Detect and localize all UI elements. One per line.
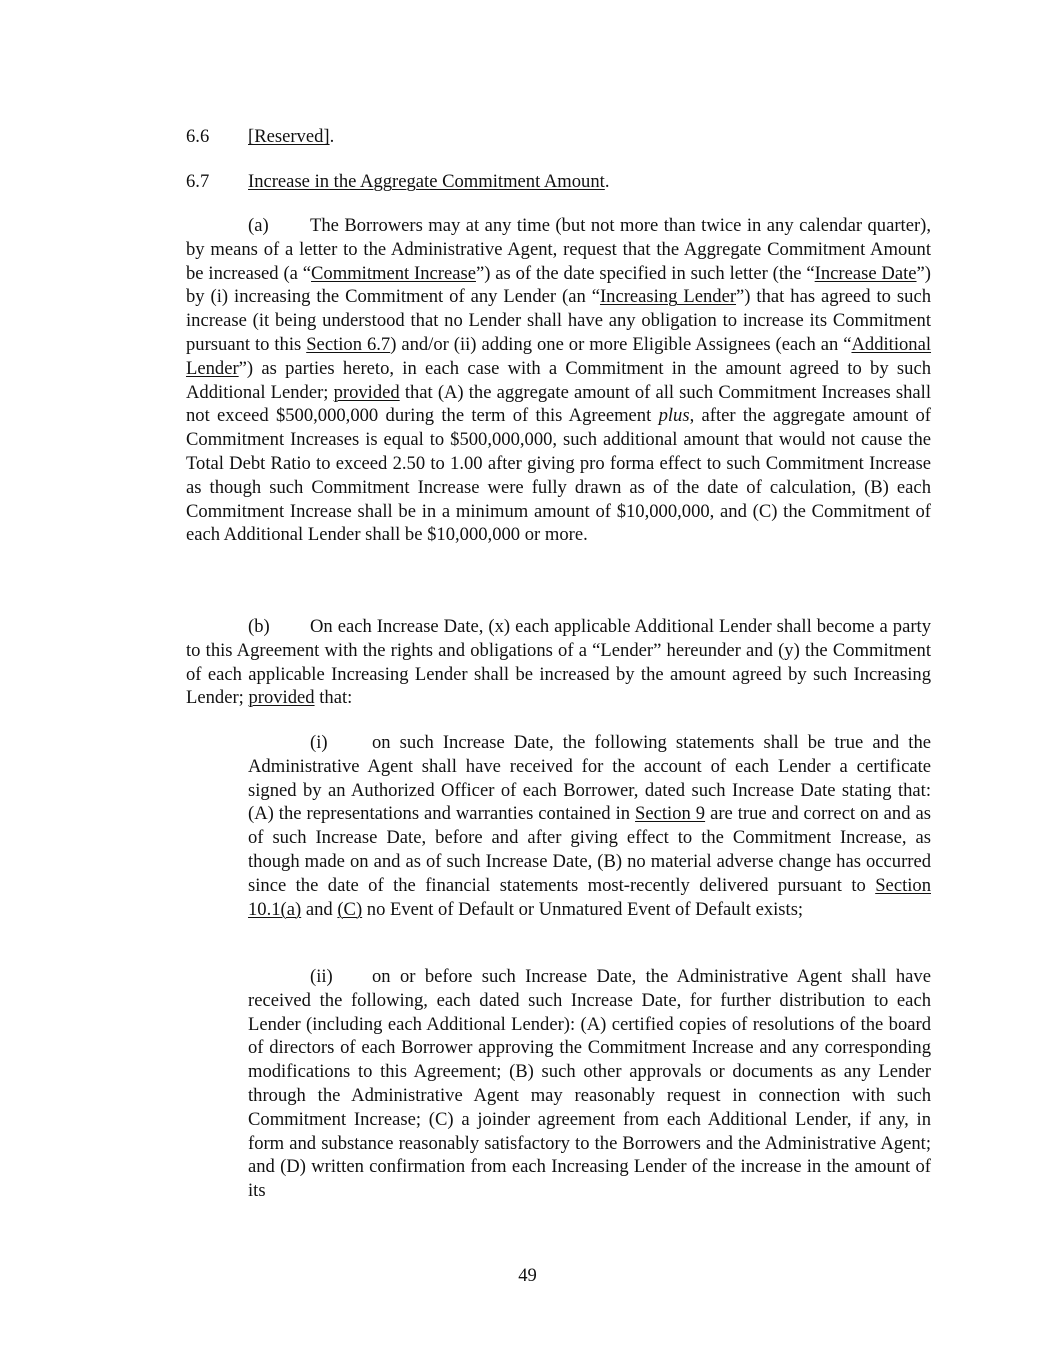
proviso-term: provided (333, 381, 400, 403)
paragraph-a: (a) The Borrowers may at any time (but not more than twice in any calendar quarter), by means of a letter to the Administrative Agent, request that the Aggregate Commitment Amount be increased (a “Commitment Increase”) as of the date specified in such letter (the “Increase Date”) by (i) increasing the Commitment of any Lender (an “Increasing Lender”) that has agreed to such increase (it being understood that no Lender shall have any obligation to increase its Commitment pursuant to this Section 6.7) and/or (ii) adding one or more Eligible Assignees (each an “Additional Lender”) as parties hereto, in each case with a Commitment in the amount agreed to by such Additional Lender; provided that (A) the aggregate amount of all such Commitment Increases shall not exceed $500,000,000 during the term of this Agreement plus, after the aggregate amount of Commitment Increases is equal to $500,000,000, such additional amount that would not cause the Total Debt Ratio to exceed 2.50 to 1.00 after giving pro forma effect to such Commitment Increase as though such Commitment Increase were fully drawn as of the date of calculation, (B) each Commitment Increase shall be in a minimum amount of $10,000,000, and (C) the Commitment of each Additional Lender shall be $10,000,000 or more. (186, 215, 932, 546)
section-title: Increase in the Aggregate Commitment Amount (248, 171, 605, 192)
emphasis-term: plus (658, 405, 690, 427)
section-reference: Section 9 (635, 803, 706, 825)
section-number: 6.7 (186, 171, 210, 192)
section-6-7-heading: 6.7 Increase in the Aggregate Commitment Amount. (186, 171, 610, 192)
section-reference: Section 10.1(a) (248, 874, 931, 920)
paragraph-b-i: (i) on such Increase Date, the following statements shall be true and the Administrative Agent shall have received for the account of each Lender a certificate signed by an Authorized Officer of each Borrower, dated such Increase Date stating that: (A) the representations and warranties contained in Section 9 are true and correct on and as of such Increase Date, before and after giving effect to the Commitment Increase, as though made on and as of such Increase Date, (B) no material adverse change has occurred since the date of the financial statements most-recently delivered pursuant to Section 10.1(a) and (C) no Event of Default or Unmatured Event of Default exists; (248, 732, 932, 920)
defined-term: Increase Date (814, 262, 917, 284)
paragraph-label: (a) (248, 215, 269, 236)
defined-term: Commitment Increase (311, 262, 476, 284)
section-reference: (C) (337, 898, 363, 920)
section-reference: Section 6.7 (306, 333, 391, 355)
section-6-6-heading: 6.6 [Reserved]. (186, 126, 335, 147)
defined-term: Increasing Lender (599, 286, 737, 308)
defined-term: Additional Lender (186, 333, 932, 379)
paragraph-b-ii: (ii) on or before such Increase Date, the Administrative Agent shall have received the following, each dated such Increase Date, for further distribution to each Lender (including each Additional Lender): (A) certified copies of resolutions of the board of directors of each Borrower approving the Commitment Increase and any corresponding modifications to this Agreement; (B) such other approvals or documents as any Lender through the Administrative Agent may reasonably request in connection with such Commitment Increase; (C) a joinder agreement from each Additional Lender, if any, in form and substance reasonably satisfactory to the Borrowers and the Administrative Agent; and (D) written confirmation from each Increasing Lender of the increase in the amount of its (248, 966, 931, 1202)
paragraph-b: (b) On each Increase Date, (x) each applicable Additional Lender shall become a party to this Agreement with the rights and obligations of a “Lender” hereunder and (y) the Commitment of each applicable Increasing Lender shall be increased by the amount agreed by such Increasing Lender; provided that: (186, 616, 931, 709)
paragraph-label: (ii) (310, 966, 333, 987)
paragraph-label: (i) (310, 732, 328, 753)
section-number: 6.6 (186, 126, 210, 147)
paragraph-label: (b) (248, 616, 270, 637)
section-title: [Reserved] (248, 126, 330, 147)
proviso-term: provided (248, 687, 315, 709)
page-number: 49 (518, 1265, 537, 1286)
